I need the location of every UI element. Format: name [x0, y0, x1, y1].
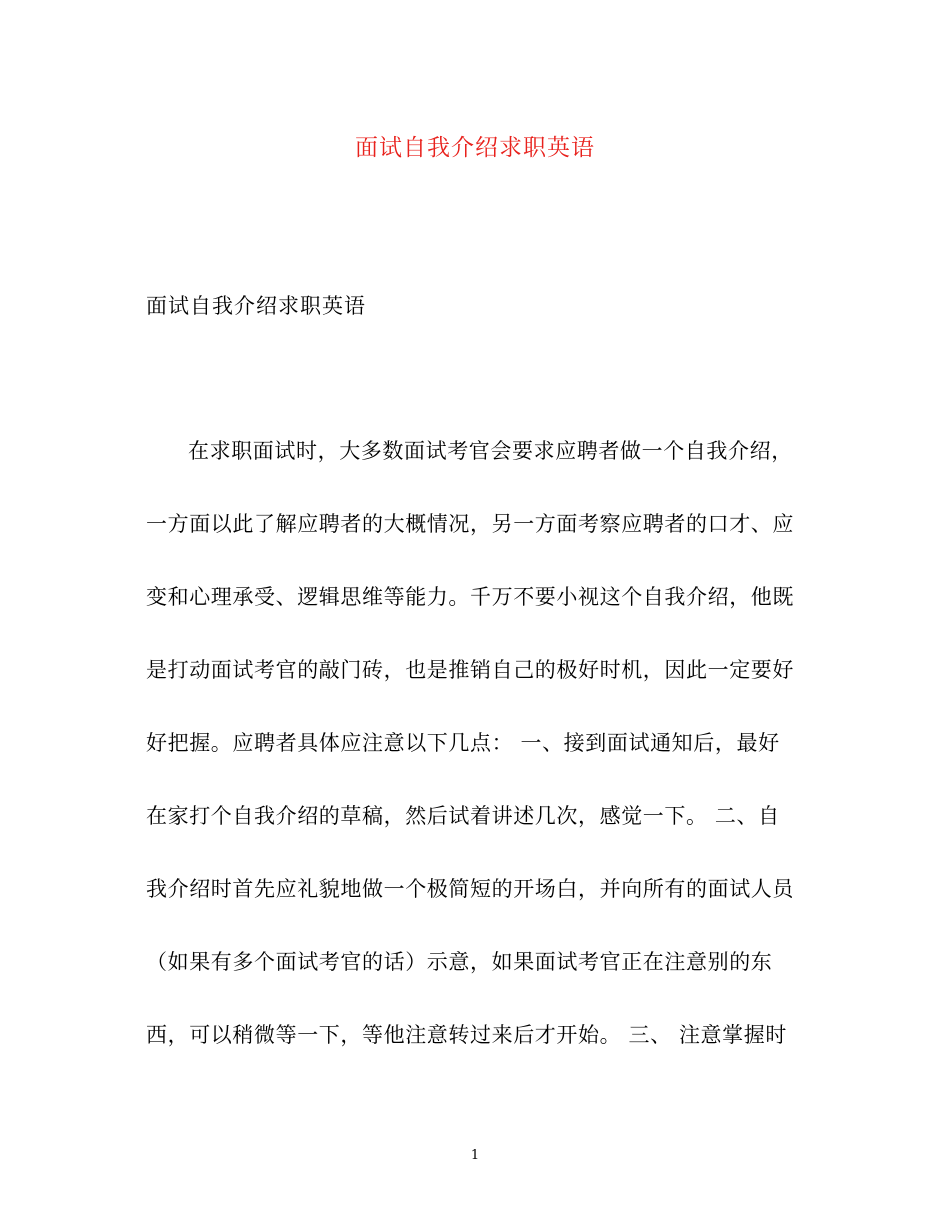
body-line: 好把握。应聘者具体应注意以下几点： 一、接到面试通知后，最好	[146, 731, 780, 755]
body-line: 在求职面试时，大多数面试考官会要求应聘者做一个自我介绍，	[188, 439, 793, 463]
page-number: 1	[470, 1148, 480, 1163]
body-text	[146, 431, 806, 1088]
document-subtitle: 面试自我介绍求职英语	[146, 294, 366, 318]
body-line: 变和心理承受、逻辑思维等能力。千万不要小视这个自我介绍，他既	[146, 585, 794, 609]
body-line: 是打动面试考官的敲门砖，也是推销自己的极好时机，因此一定要好	[146, 658, 794, 682]
body-line: 我介绍时首先应礼貌地做一个极简短的开场白，并向所有的面试人员	[146, 877, 794, 901]
body-line: 一方面以此了解应聘者的大概情况，另一方面考察应聘者的口才、应	[146, 512, 794, 536]
document-title: 面试自我介绍求职英语	[355, 135, 595, 161]
body-line: （如果有多个面试考官的话）示意，如果面试考官正在注意别的东	[146, 950, 773, 974]
body-line: 在家打个自我介绍的草稿，然后试着讲述几次，感觉一下。 二、自	[146, 804, 780, 828]
body-line: 西，可以稍微等一下，等他注意转过来后才开始。 三、 注意掌握时	[146, 1023, 787, 1047]
